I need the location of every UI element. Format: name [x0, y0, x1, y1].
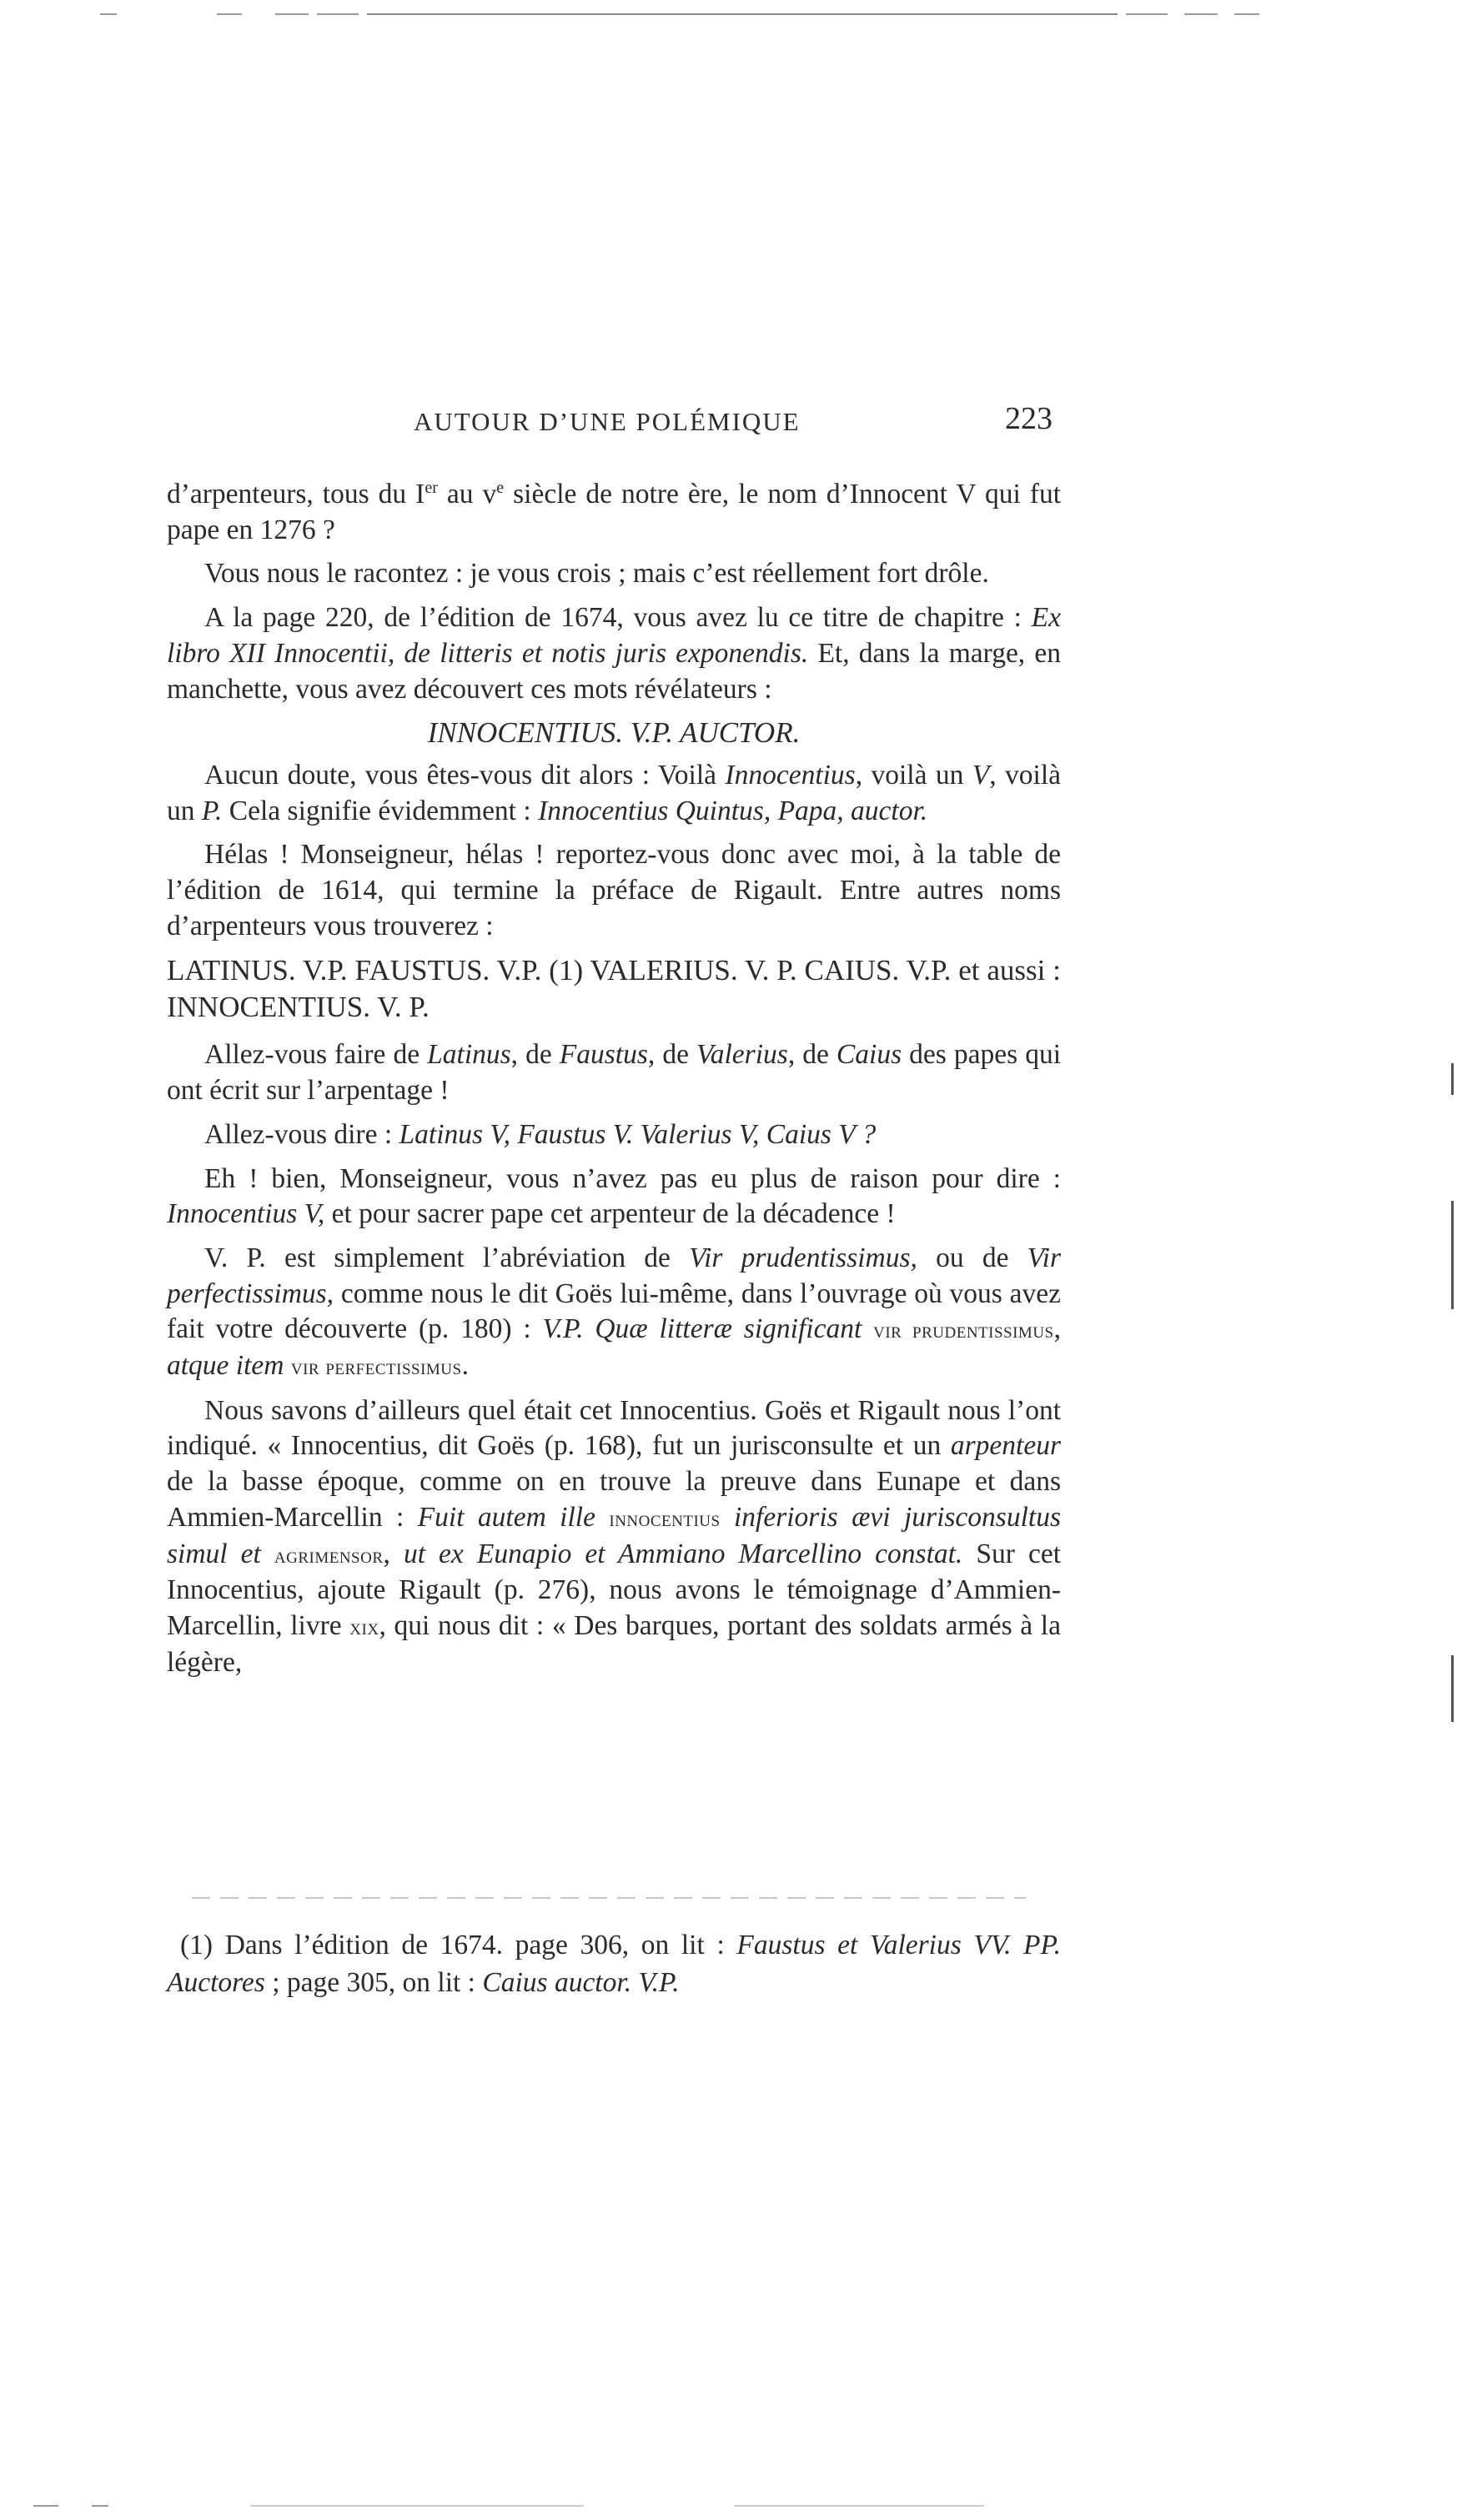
- top-edge-dash: [1184, 13, 1218, 15]
- paragraph-7: Allez-vous dire : Latinus V, Faustus V. Valerius V, Caius V ?: [204, 1118, 877, 1150]
- running-title: AUTOUR D’UNE POLÉMIQUE: [414, 407, 801, 436]
- footnote-rule: [192, 1897, 1026, 1899]
- bottom-edge-dash: [33, 2505, 58, 2507]
- top-edge-dash: [1126, 13, 1168, 15]
- footnote: (1) Dans l’édition de 1674. page 306, on lit : Faustus et Valerius VV. PP. Auctores ; page 305, on lit : Caius auctor. V.P.: [167, 1930, 1061, 1998]
- paragraph-1: d’arpenteurs, tous du Ier au $v^e$ siècle de notre ère, le nom d’Innocent V qui fut pape en 1276 ?: [167, 478, 1062, 545]
- bottom-edge-dash: [250, 2505, 584, 2507]
- paragraph-3: A la page 220, de l’édition de 1674, vous avez lu ce titre de chapitre : Ex libro XII Innocentii, de litteris et notis juris exponendis. Et, dans la marge, en manchette, vous avez découvert ces mots révélateurs :: [167, 602, 1061, 705]
- paragraph-4: Aucun doute, vous êtes-vous dit alors : Voilà Innocentius, voilà un V, voilà un P. Cela signifie évidemment : Innocentius Quintus, Papa, auctor.: [167, 759, 1062, 826]
- top-edge-rule: [367, 13, 1118, 15]
- paragraph-10: Nous savons d’ailleurs quel était cet Innocentius. Goës et Rigault nous l’ont indiqué. « Innocentius, dit Goës (p. 168), fut un jurisconsulte et un arpenteur de la basse époque, comme on en trouve la preuve dans Eunape et dans Ammien-Marcellin : Fuit autem ille innocentius inferioris ævi jurisconsultus simul et agrimensor, ut ex Eunapio et Ammiano Marcellino constat. Sur cet Innocentius, ajoute Rigault (p. 276), nous avons le témoignage d’Ammien-Marcellin, livre xix, qui nous dit : « Des barques, portant des soldats armés à la légère,: [167, 1394, 1061, 1678]
- top-edge-dash: [217, 13, 242, 15]
- bottom-edge-dash: [92, 2505, 108, 2507]
- margin-mark: [1451, 1201, 1454, 1309]
- top-edge-dash: [100, 13, 117, 15]
- top-edge-dash: [317, 13, 359, 15]
- paragraph-2: Vous nous le racontez : je vous crois ; mais c’est réellement fort drôle.: [204, 558, 989, 590]
- top-edge-dash: [1234, 13, 1259, 15]
- margin-mark: [1451, 1655, 1454, 1722]
- paragraph-6: Allez-vous faire de Latinus, de Faustus, de Valerius, de Caius des papes qui ont écrit sur l’arpentage !: [167, 1039, 1062, 1107]
- paragraph-9: V. P. est simplement l’abréviation de Vir prudentissimus, ou de Vir perfectissimus, comme nous le dit Goës lui-même, dans l’ouvrage où vous avez fait votre découverte (p. 180) : V.P. Quæ litteræ significant vir prudentissimus, atque item vir perfectissimus.: [167, 1242, 1061, 1382]
- page-number: 223: [1005, 401, 1053, 436]
- bottom-edge-dash: [734, 2505, 984, 2507]
- margin-mark: [1451, 1063, 1454, 1095]
- paragraph-5: Hélas ! Monseigneur, hélas ! reportez-vous donc avec moi, à la table de l’édition de 1614, qui termine la préface de Rigault. Entre autres noms d’arpenteurs vous trouverez :: [167, 839, 1061, 941]
- body-text: [167, 477, 1061, 1689]
- top-edge-dash: [275, 13, 309, 15]
- centered-heading: INNOCENTIUS. V.P. AUCTOR.: [427, 716, 801, 750]
- paragraph-8: Eh ! bien, Monseigneur, vous n’avez pas eu plus de raison pour dire : Innocentius V, et pour sacrer pape cet arpenteur de la décadence !: [167, 1162, 1061, 1230]
- names-list: LATINUS. V.P. FAUSTUS. V.P. (1) VALERIUS. V. P. CAIUS. V.P. et aussi : INNOCENTIUS. V. P.: [167, 954, 1061, 1024]
